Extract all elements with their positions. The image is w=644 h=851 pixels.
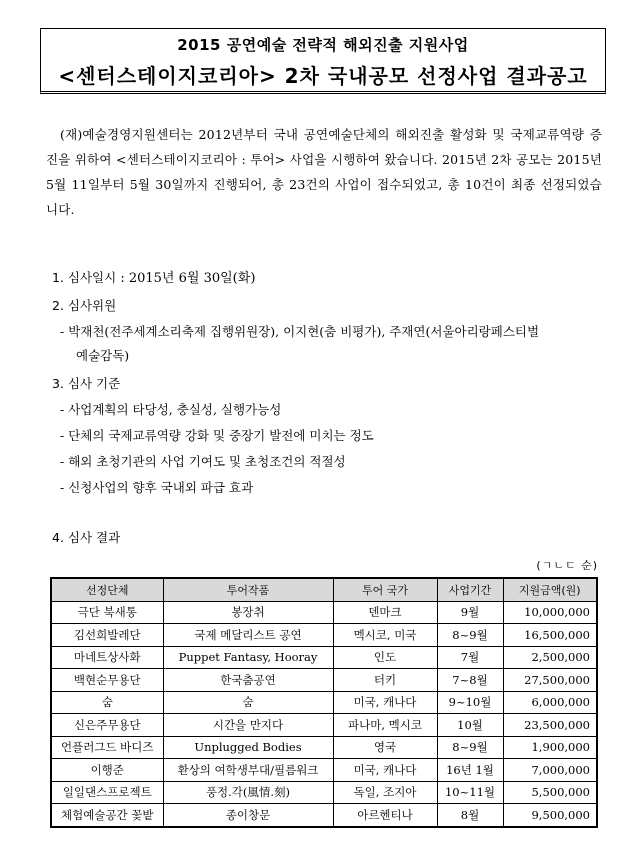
- header-tour-work: 투어작품: [163, 578, 333, 601]
- cell-period: 7월: [437, 646, 503, 669]
- section-4-heading: 4. 심사 결과: [52, 530, 121, 545]
- cell-period: 8~9월: [437, 624, 503, 647]
- criteria-item: - 해외 초청기관의 사업 기여도 및 초청조건의 적절성: [60, 454, 346, 469]
- table-row: [51, 691, 597, 714]
- header-tour-country: 투어 국가: [333, 578, 437, 601]
- cell-tour-work: 종이창문: [163, 804, 333, 827]
- section-1: [52, 268, 255, 289]
- section-2-line-1: - 박재천(전주세계소리축제 집행위원장), 이지현(춤 비평가), 주재연(서울아리랑페스티벌: [60, 324, 540, 339]
- criteria-item: - 단체의 국제교류역량 강화 및 중장기 발전에 미치는 정도: [60, 428, 374, 443]
- cell-tour-country: 파나마, 멕시코: [333, 714, 437, 737]
- cell-tour-country: 독일, 조지아: [333, 781, 437, 804]
- cell-organization: 김선희발레단: [51, 624, 163, 647]
- intro-paragraph: [46, 122, 602, 222]
- section-3-heading: 3. 심사 기준: [52, 376, 121, 391]
- cell-tour-country: 미국, 캐나다: [333, 759, 437, 782]
- cell-tour-country: 미국, 캐나다: [333, 691, 437, 714]
- table-row: [51, 759, 597, 782]
- cell-organization: 마네트상사화: [51, 646, 163, 669]
- cell-organization: 신은주무용단: [51, 714, 163, 737]
- cell-tour-work: 숨: [163, 691, 333, 714]
- cell-amount: 27,500,000: [503, 669, 597, 692]
- criteria-item: - 사업계획의 타당성, 충실성, 실행가능성: [60, 402, 282, 417]
- cell-amount: 5,500,000: [503, 781, 597, 804]
- criteria-item: - 신청사업의 향후 국내외 파급 효과: [60, 480, 254, 495]
- header-period: 사업기간: [437, 578, 503, 601]
- section-2-heading: 2. 심사위원: [52, 298, 117, 313]
- cell-tour-country: 아르헨티나: [333, 804, 437, 827]
- cell-amount: 6,000,000: [503, 691, 597, 714]
- table-row: [51, 781, 597, 804]
- cell-amount: 10,000,000: [503, 601, 597, 624]
- cell-amount: 9,500,000: [503, 804, 597, 827]
- cell-organization: 극단 북새통: [51, 601, 163, 624]
- cell-tour-country: 영국: [333, 736, 437, 759]
- cell-organization: 숨: [51, 691, 163, 714]
- cell-tour-country: 멕시코, 미국: [333, 624, 437, 647]
- sort-order-note: (ㄱㄴㄷ 순): [536, 559, 598, 572]
- cell-period: 8월: [437, 804, 503, 827]
- cell-amount: 2,500,000: [503, 646, 597, 669]
- cell-period: 16년 1월: [437, 759, 503, 782]
- table-row: [51, 736, 597, 759]
- cell-tour-country: 인도: [333, 646, 437, 669]
- cell-tour-work: 한국춤공연: [163, 669, 333, 692]
- cell-tour-country: 터키: [333, 669, 437, 692]
- section-2-line-2: 예술감독): [76, 348, 130, 363]
- intro-text: (재)예술경영지원센터는 2012년부터 국내 공연예술단체의 해외진출 활성화 및 국제교류역량 증진을 위하여 <센터스테이지코리아 : 투어> 사업을 시행하여 왔습니다. 2015년 2차 공모는 2015년 5월 11일부터 5월 30일까지 진행되어, 총 23건의 사업이 접수되었고, 총 10건이 최종 선정되었습니다.: [46, 127, 602, 217]
- table-header-row: [51, 578, 597, 601]
- cell-period: 9월: [437, 601, 503, 624]
- title-line-1: 2015 공연예술 전략적 해외진출 지원사업: [177, 36, 469, 54]
- section-1-value: : 2015년 6월 30일(화): [116, 271, 256, 286]
- cell-tour-work: Puppet Fantasy, Hooray: [163, 646, 333, 669]
- cell-organization: 백현순무용단: [51, 669, 163, 692]
- cell-period: 10~11월: [437, 781, 503, 804]
- table-row: [51, 624, 597, 647]
- cell-period: 8~9월: [437, 736, 503, 759]
- cell-period: 10월: [437, 714, 503, 737]
- header-amount: 지원금액(원): [503, 578, 597, 601]
- cell-tour-work: 봉장취: [163, 601, 333, 624]
- section-1-heading: 1. 심사일시: [52, 270, 117, 285]
- title-line-2: <센터스테이지코리아> 2차 국내공모 선정사업 결과공고: [58, 64, 588, 88]
- cell-amount: 23,500,000: [503, 714, 597, 737]
- table-row: [51, 601, 597, 624]
- table-row: [51, 804, 597, 827]
- title-box: [40, 28, 606, 94]
- table-row: [51, 714, 597, 737]
- cell-organization: 일일댄스프로젝트: [51, 781, 163, 804]
- cell-tour-country: 덴마크: [333, 601, 437, 624]
- cell-period: 7~8월: [437, 669, 503, 692]
- cell-tour-work: 풍정.각(風情.刻): [163, 781, 333, 804]
- table-row: [51, 669, 597, 692]
- cell-amount: 7,000,000: [503, 759, 597, 782]
- cell-period: 9~10월: [437, 691, 503, 714]
- cell-organization: 이행준: [51, 759, 163, 782]
- cell-organization: 언플러그드 바디즈: [51, 736, 163, 759]
- table-row: [51, 646, 597, 669]
- cell-tour-work: 시간을 만지다: [163, 714, 333, 737]
- cell-tour-work: 국제 메달리스트 공연: [163, 624, 333, 647]
- cell-organization: 체험예술공간 꽃밭: [51, 804, 163, 827]
- results-table: [50, 577, 598, 828]
- header-organization: 선정단체: [51, 578, 163, 601]
- cell-amount: 16,500,000: [503, 624, 597, 647]
- cell-tour-work: Unplugged Bodies: [163, 736, 333, 759]
- cell-amount: 1,900,000: [503, 736, 597, 759]
- cell-tour-work: 환상의 여학생부대/필름워크: [163, 759, 333, 782]
